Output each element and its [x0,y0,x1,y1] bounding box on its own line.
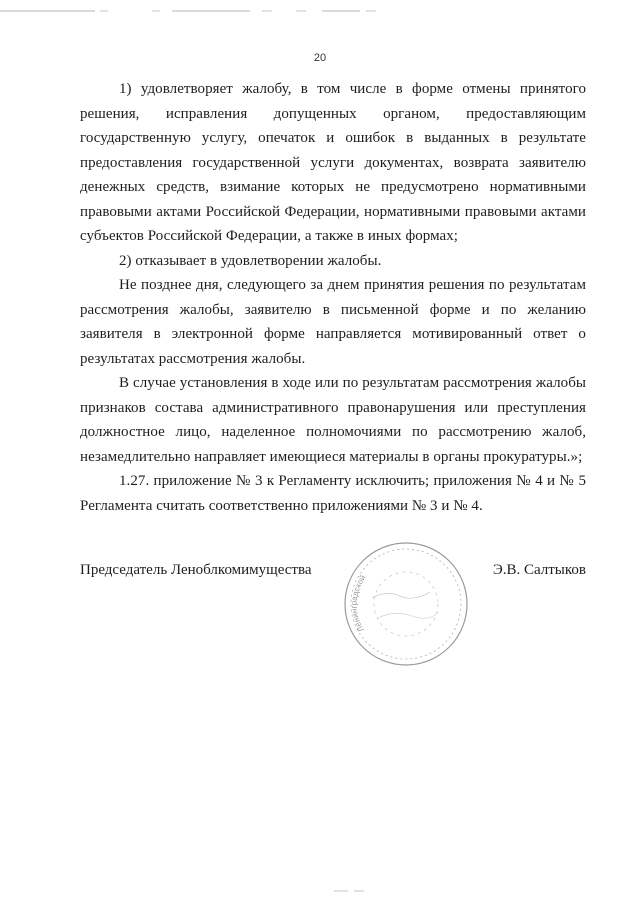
signatory-title: Председатель Леноблкомимущества [80,562,312,578]
paragraph-amendment-1-27: 1.27. приложение № 3 к Регламенту исключить; приложения № 4 и № 5 Регламента считать соответственно приложениями № 3 и № 4. [80,473,586,514]
paragraph-violations-prosecution: В случае установления в ходе или по результатам рассмотрения жалобы признаков состава административного правонарушения или преступления должностное лицо, наделенное полномочиями по рассмотрению жалоб, незамедлительно направляет имеющиеся материалы в органы прокуратуры.»; [80,375,586,465]
official-stamp-seal [342,540,470,668]
paragraph-response-deadline: Не позднее дня, следующего за днем принятия решения по результатам рассмотрения жалобы, заявителю в письменной форме и по желанию заявителя в электронной форме направляется мотивированный ответ о результатах рассмотрения жалобы. [80,277,586,367]
page-number: 20 [313,52,327,64]
paragraph-decision-refuse: 2) отказывает в удовлетворении жалобы. [119,252,382,269]
document-body [80,77,586,518]
stamp-text: Ленинградской [349,573,368,634]
signatory-name: Э.В. Салтыков [492,562,586,578]
scan-artifact-bottom [320,888,380,894]
scan-artifact-top [0,4,640,18]
paragraph-decision-satisfy: 1) удовлетворяет жалобу, в том числе в форме отмены принятого решения, исправления допущенных органом, предоставляющим государственную услугу, опечаток и ошибок в выданных в результате предоставления государственной услуги документах, возврата заявителю денежных средств, взимание которых не предусмотрено нормативными правовыми актами Российской Федерации, нормативными правовыми актами субъектов Российской Федерации, а также в иных формах; [80,81,586,244]
signature-block [80,562,586,588]
